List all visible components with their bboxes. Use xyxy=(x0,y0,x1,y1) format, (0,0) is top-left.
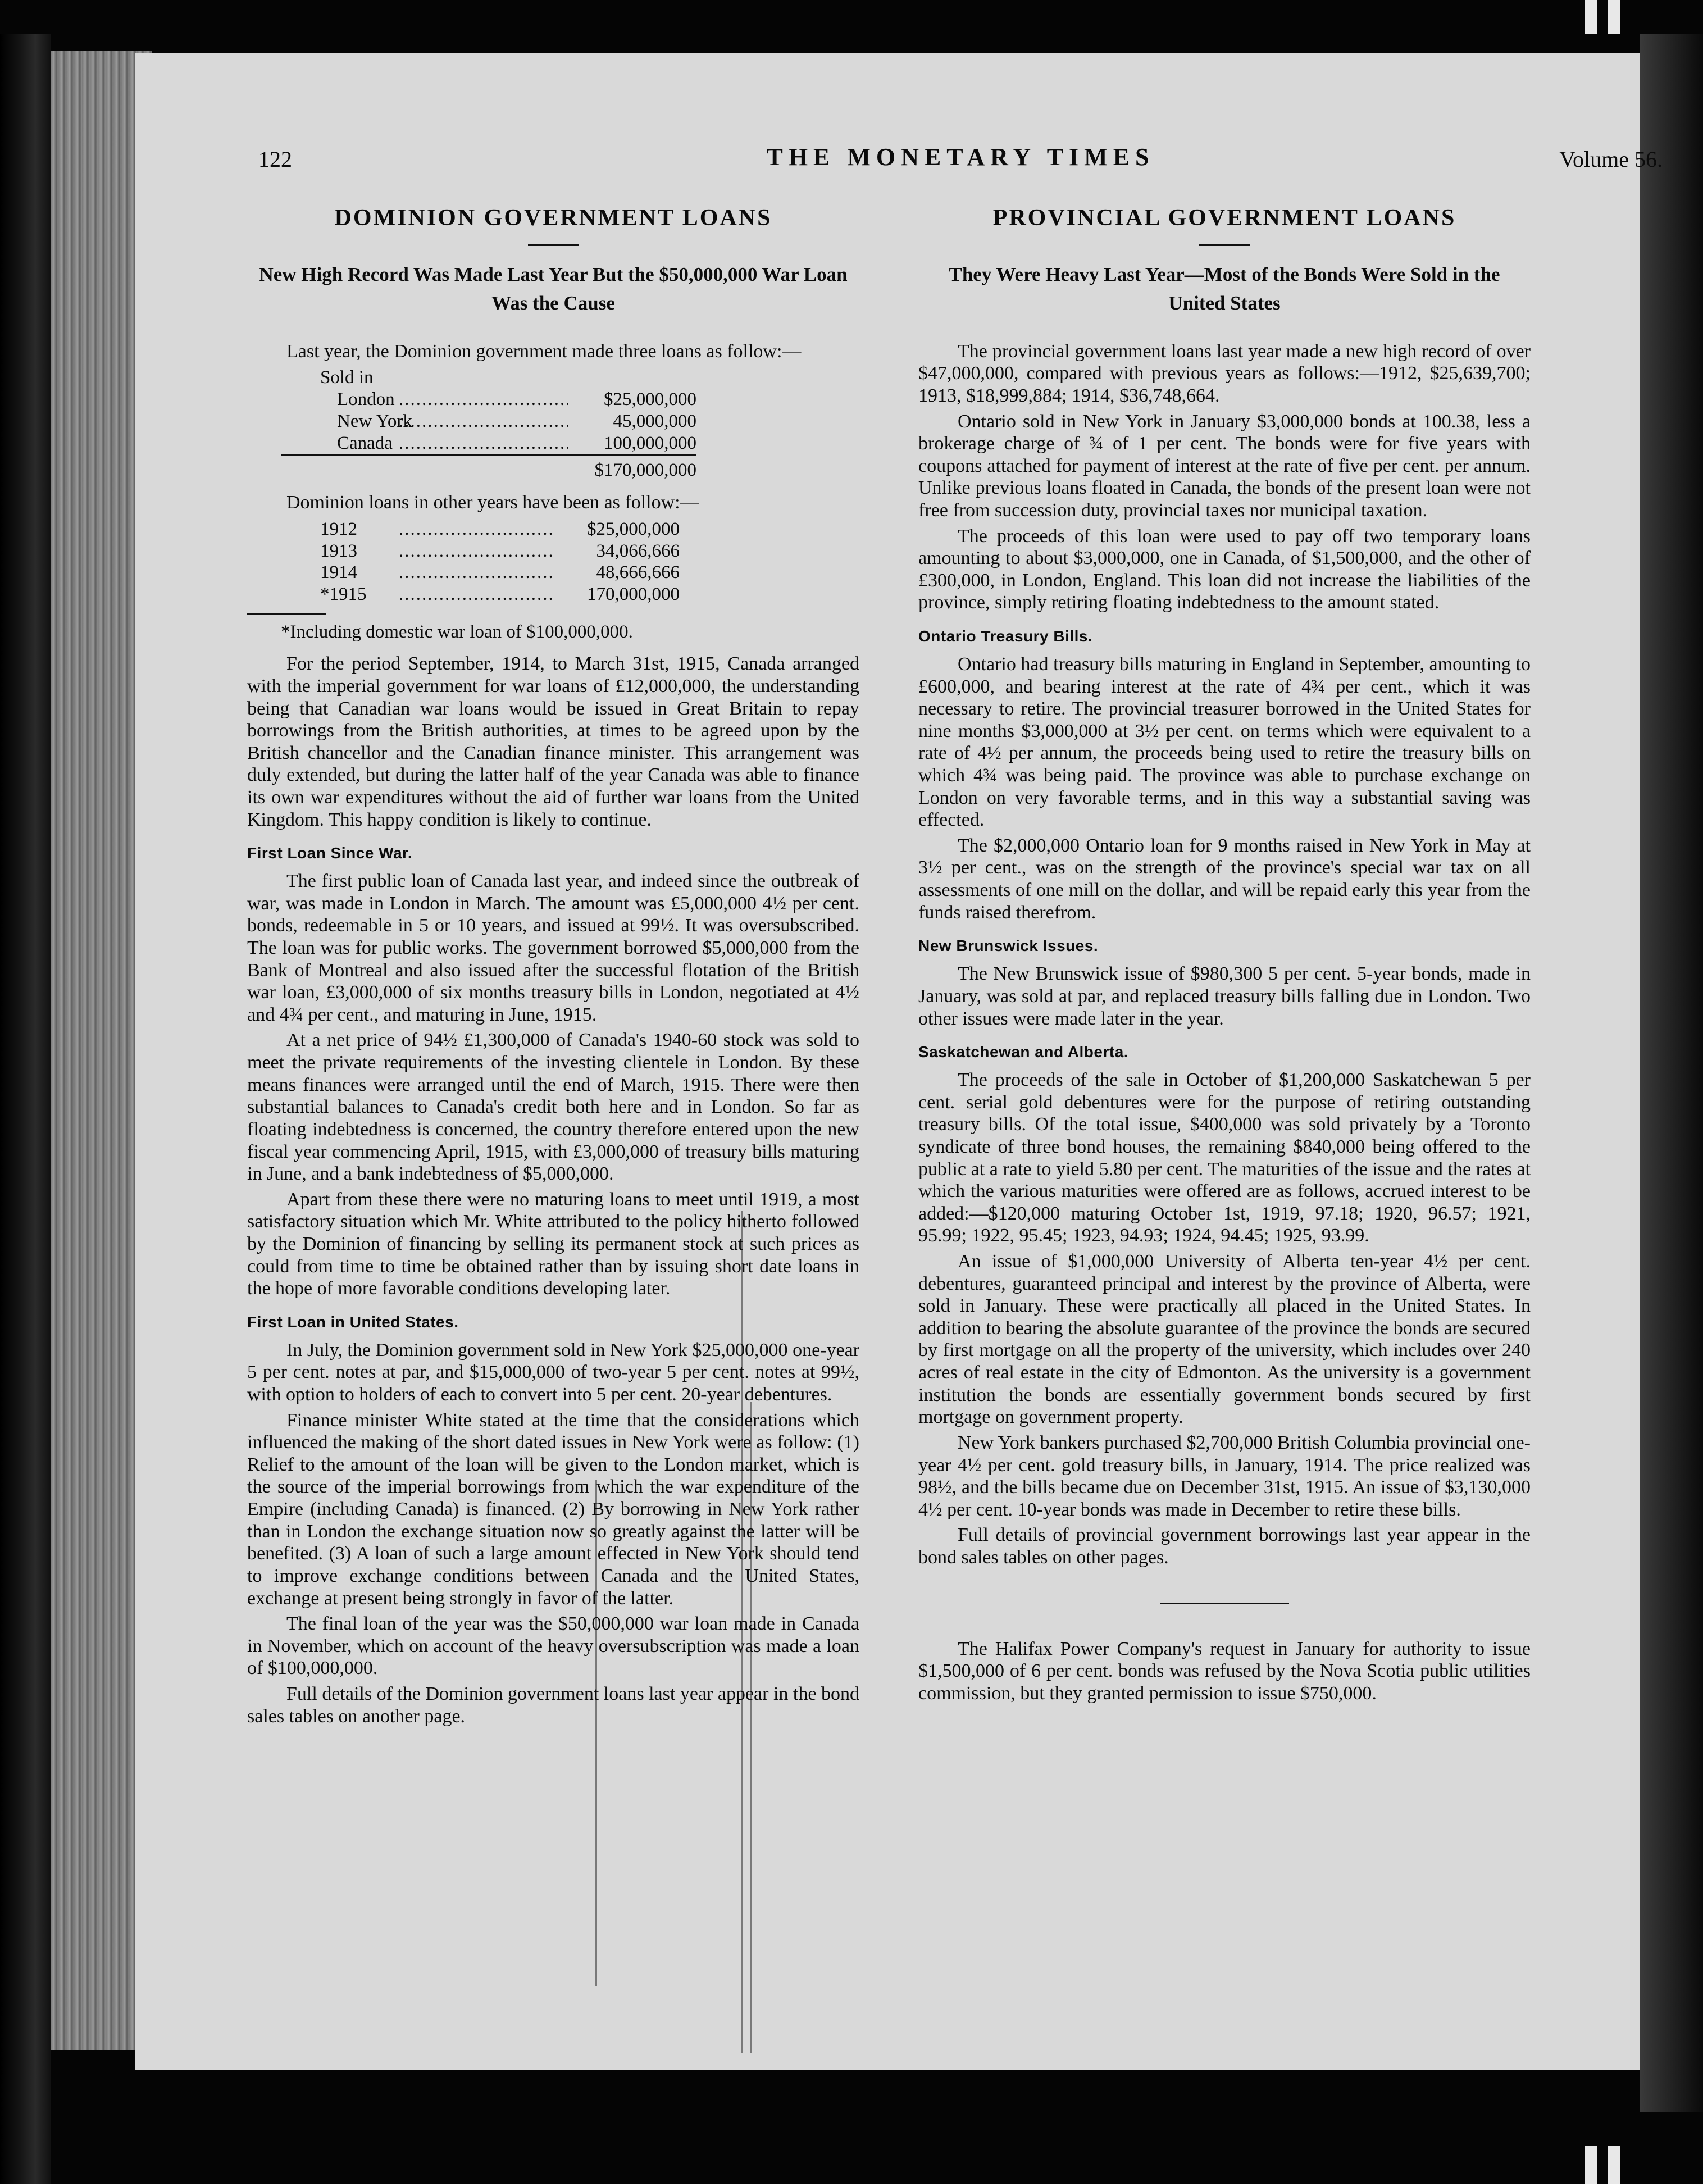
page-number: 122 xyxy=(258,147,292,172)
paragraph: The proceeds of the sale in October of $1,200,000 Saskatchewan 5 per cent. serial gold debentures were for the purpose of retiring outstanding treasury bills. Of the total issue, $400,000 was sold privately by a Toronto syndicate of three bond houses, the remaining $840,000 being offered to the public at a rate to yield 5.80 per cent. The maturities of the issue and the rates at which the various maturities were offered are as follows, accrued interest to be added:—$120,000 maturing October 1st, 1919, 97.18; 1920, 96.57; 1921, 95.99; 1922, 95.45; 1923, 94.93; 1924, 94.45; 1925, 93.99. xyxy=(918,1070,1531,1246)
footnote: *Including domestic war loan of $100,000,000. xyxy=(281,622,633,643)
paragraph: The $2,000,000 Ontario loan for 9 months raised in New York in May at 3½ per cent., was on the strength of the province's special war tax on all assessments of one mill on the dollar, and will be repaid early this year from the funds raised therefrom. xyxy=(918,835,1531,923)
table-cell: 45,000,000 xyxy=(613,411,696,432)
paragraph: For the period September, 1914, to March 31st, 1915, Canada arranged with the imperial government for war loans of £12,000,000, the understanding being that Canadian war loans would be issued in Great Britain to repay borrowings from the British authorities, at times to be agreed upon by the British chancellor and the Canadian finance minister. This arrangement was duly extended, but during the latter half of the year Canada was able to finance its own war expenditures without the aid of further war loans from the United Kingdom. This happy condition is likely to continue. xyxy=(247,653,859,830)
volume-label: Volume 56. xyxy=(1559,147,1663,172)
table-cell: *1915 ..... xyxy=(281,584,556,606)
table-cell: 1914 ..... xyxy=(281,562,556,584)
subheading-new-brunswick: New Brunswick Issues. xyxy=(918,937,1099,955)
table-cell: 48,666,666 xyxy=(596,562,680,583)
journal-title: THE MONETARY TIMES xyxy=(766,143,1155,171)
title-rule xyxy=(1199,244,1250,246)
table-cell: 34,066,666 xyxy=(596,540,680,561)
running-header xyxy=(258,143,1663,185)
paragraph: The proceeds of this loan were used to pay off two temporary loans amounting to about $3,000,000, one in Canada, of $1,500,000, and the other of £300,000, in London, England. This loan did not increase the liabilities of the province, simply retiring floating indebtedness to the amount stated. xyxy=(918,525,1531,613)
table-cell: Sold in xyxy=(320,367,374,388)
paragraph: At a net price of 94½ £1,300,000 of Canada's 1940-60 stock was sold to meet the private requirements of the investing clientele in London. By these means finances were arranged until the end of March, 1915. There were then substantial balances to Canada's credit both here and in London. So far as floating indebtedness is concerned, the country therefore entered upon the new fiscal year commencing April, 1915, with £3,000,000 of treasury bills maturing in June, and a bank indebtedness of $5,000,000. xyxy=(247,1030,859,1185)
subheading-first-loan-us: First Loan in United States. xyxy=(247,1313,459,1331)
table-row xyxy=(281,562,680,584)
total-value: $170,000,000 xyxy=(594,460,696,481)
subtitle-dominion: New High Record Was Made Last Year But the $50,000,000 War Loan Was the Cause xyxy=(259,263,848,314)
scan-mark xyxy=(1585,2146,1597,2184)
table-cell: 1913 ..... xyxy=(281,540,556,562)
subheading-ontario-treasury-bills: Ontario Treasury Bills. xyxy=(918,627,1093,645)
table-cell: 1912 ..... xyxy=(281,518,556,540)
section-title-provincial: PROVINCIAL GOVERNMENT LOANS xyxy=(992,205,1456,231)
section-divider xyxy=(1160,1603,1289,1604)
scan-mark xyxy=(1608,2146,1620,2184)
loans-table-last-year xyxy=(281,367,696,481)
paragraph: An issue of $1,000,000 University of Alberta ten-year 4½ per cent. debentures, guaranteed principal and interest by the province of Alberta, were sold in January. These were practically all placed in the United States. In addition to bearing the absolute guarantee of the province the bonds are secured by first mortgage on all the property of the university, which includes over 240 acres of real estate in the city of Edmonton. As the university is a government institution the bonds are essentially government bonds secured by first mortgage on government property. xyxy=(918,1251,1531,1428)
paragraph: Full details of the Dominion government loans last year appear in the bond sales tables on another page. xyxy=(247,1683,859,1727)
subheading-saskatchewan-alberta: Saskatchewan and Alberta. xyxy=(918,1043,1129,1061)
left-column xyxy=(247,205,859,1727)
paragraph: Ontario sold in New York in January $3,000,000 bonds at 100.38, less a brokerage charge of ¾ of 1 per cent. The bonds were for five years with coupons attached for payment of interest at the rate of five per cent. per annum. Unlike previous loans floated in Canada, the bonds of the present loan were not free from succession duty, provincial taxes nor municipal taxation. xyxy=(918,411,1531,521)
other-years-intro: Dominion loans in other years have been as follow:— xyxy=(286,492,699,513)
title-rule xyxy=(528,244,579,246)
paragraph: The New Brunswick issue of $980,300 5 per cent. 5-year bonds, made in January, was sold at par, and replaced treasury bills falling due in London. Two other issues were made later in the year. xyxy=(918,963,1531,1029)
table-cell: Canada ..... xyxy=(281,433,573,455)
right-column xyxy=(918,205,1531,1704)
table-cell: New York ..... xyxy=(281,411,573,433)
footnote-rule xyxy=(247,613,326,615)
right-page-shadow xyxy=(1640,34,1703,2112)
sum-rule xyxy=(281,456,696,460)
table-cell: 100,000,000 xyxy=(604,433,696,454)
paragraph: The provincial government loans last year made a new high record of over $47,000,000, compared with previous years as follows:—1912, $25,639,700; 1913, $18,999,884; 1914, $36,748,664. xyxy=(918,340,1531,406)
table-cell: 170,000,000 xyxy=(587,584,680,605)
paragraph: Apart from these there were no maturing loans to meet until 1919, a most satisfactory situation which Mr. White attributed to the policy hitherto followed by the Dominion of financing by selling its permanent stock at such prices as could from time to time be obtained rather than by issuing short date loans in the hope of more favorable conditions developing later. xyxy=(247,1189,859,1299)
paragraph: The Halifax Power Company's request in January for authority to issue $1,500,000 of 6 per cent. bonds was refused by the Nova Scotia public utilities commission, but they granted permission to issue $750,000. xyxy=(918,1638,1531,1704)
intro-paragraph: Last year, the Dominion government made three loans as follow:— xyxy=(286,340,802,362)
table-row xyxy=(281,389,696,411)
table-row xyxy=(281,459,696,481)
paragraph: In July, the Dominion government sold in New York $25,000,000 one-year 5 per cent. notes at par, and $15,000,000 of two-year 5 per cent. notes at 99½, with option to holders of each to convert into 5 per cent. 20-year debentures. xyxy=(247,1339,859,1405)
subheading-first-loan-since-war: First Loan Since War. xyxy=(247,844,413,862)
book-binding-edge xyxy=(0,34,51,2184)
subtitle-provincial: They Were Heavy Last Year—Most of the Bonds Were Sold in the United States xyxy=(949,263,1500,314)
table-row xyxy=(281,411,696,433)
paragraph: Finance minister White stated at the time that the considerations which influenced the making of the short dated issues in New York were as follow: (1) Relief to the amount of the loan will be given to the London market, which is the source of the imperial borrowings from which the war expenditure of the Empire (including Canada) is financed. (2) By borrowing in New York rather than in London the exchange situation now so greatly against the latter will be benefited. (3) A loan of such a large amount effected in New York should tend to improve exchange conditions between Canada and the United States, exchange at present being strongly in favor of the latter. xyxy=(247,1409,859,1609)
section-title-dominion: DOMINION GOVERNMENT LOANS xyxy=(334,205,772,231)
scan-mark xyxy=(1585,0,1597,34)
paragraph: The final loan of the year was the $50,000,000 war loan made in Canada in November, which on account of the heavy oversubscription was made a loan of $100,000,000. xyxy=(247,1613,859,1679)
paragraph: Ontario had treasury bills maturing in England in September, amounting to £600,000, and bearing interest at the rate of 4¾ per cent., which it was necessary to retire. The provincial treasurer borrowed in the United States for nine months $3,000,000 at 3½ per cent. on terms which were equivalent to a rate of 4½ per annum, the proceeds being used to retire the treasury bills on which 4¾ was being paid. The province was able to purchase exchange on London on very favorable terms, and in this way a substantial saving was effected. xyxy=(918,654,1531,831)
table-row xyxy=(281,540,680,562)
paragraph: Full details of provincial government borrowings last year appear in the bond sales tables on other pages. xyxy=(918,1525,1531,1568)
paragraph: The first public loan of Canada last year, and indeed since the outbreak of war, was made in London in March. The amount was £5,000,000 4½ per cent. bonds, redeemable in 5 or 10 years, and issued at 99½. It was oversubscribed. The loan was for public works. The government borrowed $5,000,000 from the Bank of Montreal and also issued after the successful flotation of the British war loan, £3,000,000 of six months treasury bills in London, negotiated at 4½ and 4¾ per cent., and maturing in June, 1915. xyxy=(247,871,859,1025)
scan-mark xyxy=(1608,0,1620,34)
table-cell: $25,000,000 xyxy=(587,518,680,539)
document-page xyxy=(135,53,1663,2070)
table-cell: London ..... xyxy=(281,389,573,411)
table-row xyxy=(281,433,696,455)
table-row xyxy=(281,518,680,540)
table-row xyxy=(281,584,680,606)
loans-table-other-years xyxy=(281,518,680,606)
paragraph: New York bankers purchased $2,700,000 British Columbia provincial one-year 4½ per cent. gold treasury bills, in January, 1914. The price realized was 98½, and the bills became due on December 31st, 1915. An issue of $3,130,000 4½ per cent. 10-year bonds was made in December to retire these bills. xyxy=(918,1432,1531,1520)
table-cell: $25,000,000 xyxy=(604,389,696,410)
table-row xyxy=(281,367,696,389)
